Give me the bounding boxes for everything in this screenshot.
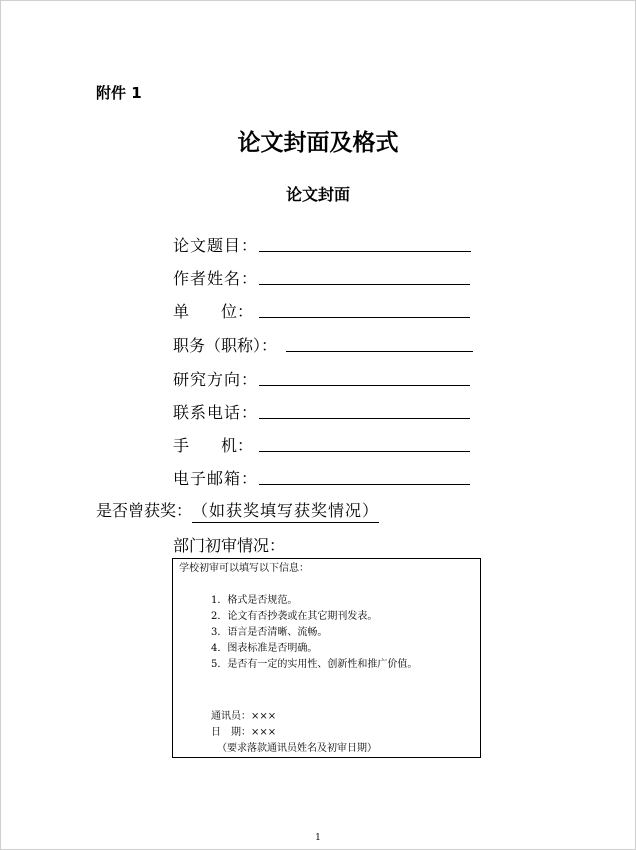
list-item: 4．图表标准是否明确。 <box>211 643 318 654</box>
attachment-label: 附件 1 <box>96 84 142 102</box>
field-input-line[interactable] <box>259 484 470 485</box>
field-input-line[interactable] <box>259 385 470 386</box>
field-input-line[interactable] <box>259 251 471 252</box>
field-input-line[interactable] <box>259 418 470 419</box>
award-label: 是否曾获奖： <box>96 501 193 520</box>
field-label: 论文题目： <box>173 236 259 255</box>
review-criteria-list <box>211 593 417 673</box>
review-note: （要求落款通讯员姓名及初审日期） <box>217 743 377 754</box>
award-row <box>96 498 379 523</box>
list-item: 5．是否有一定的实用性、创新性和推广价值。 <box>211 659 418 670</box>
award-hint[interactable]: （如获奖填写获奖情况） <box>192 498 379 523</box>
section-title: 论文封面 <box>285 185 350 204</box>
field-input-line[interactable] <box>259 284 470 285</box>
field-input-line[interactable] <box>259 317 470 318</box>
review-box <box>172 558 481 758</box>
field-input-line[interactable] <box>286 351 473 352</box>
field-input-line[interactable] <box>259 451 470 452</box>
date-line: 日 期：××× <box>211 727 277 738</box>
review-label: 部门初审情况： <box>173 536 286 555</box>
field-label: 职务（职称）： <box>173 336 278 355</box>
list-item: 3．语言是否清晰、流畅。 <box>211 627 328 638</box>
field-label: 联系电话： <box>173 403 259 422</box>
field-label: 单 位： <box>173 302 254 321</box>
page-number: 1 <box>315 833 321 843</box>
field-label: 电子邮箱： <box>173 469 259 488</box>
list-item: 1．格式是否规范。 <box>211 595 298 606</box>
review-intro: 学校初审可以填写以下信息： <box>179 563 309 574</box>
signer-line: 通讯员：××× <box>211 711 277 722</box>
field-label: 研究方向： <box>173 370 259 389</box>
field-label: 手 机： <box>173 436 254 455</box>
review-signature <box>211 709 276 741</box>
page-title: 论文封面及格式 <box>237 130 399 156</box>
list-item: 2．论文有否抄袭或在其它期刊发表。 <box>211 611 378 622</box>
field-label: 作者姓名： <box>173 269 259 288</box>
